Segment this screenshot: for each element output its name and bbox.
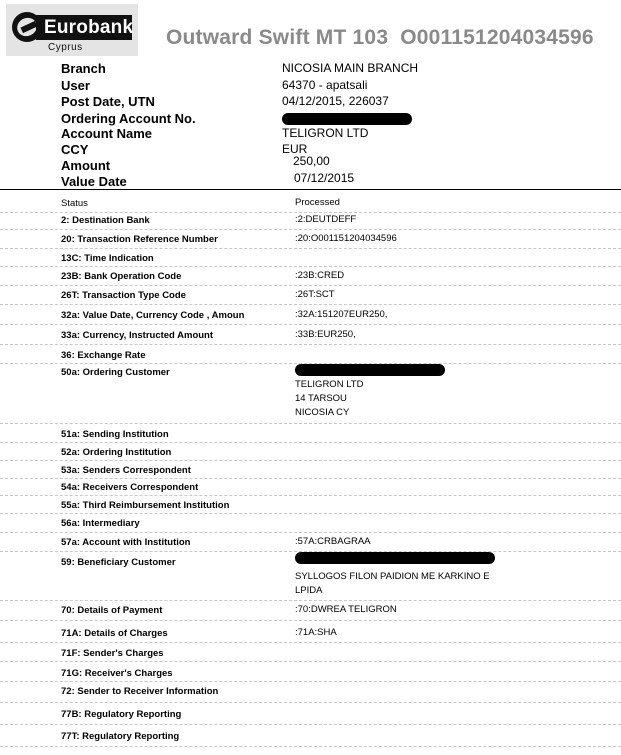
field-value: :26T:SCT	[295, 289, 335, 300]
field-value: :71A:SHA	[295, 627, 337, 638]
field-value: :20:O001151204034596	[295, 233, 397, 244]
field-label: 36: Exchange Rate	[61, 350, 146, 361]
field-label: 71A: Details of Charges	[61, 628, 168, 639]
row-separator	[0, 478, 621, 479]
field-label: 71G: Receiver's Charges	[61, 668, 173, 679]
bank-logo	[6, 4, 138, 56]
ordering-customer-line: TELIGRON LTD	[295, 379, 364, 390]
field-label: 26T: Transaction Type Code	[61, 290, 186, 301]
header-label: CCY	[61, 142, 89, 157]
logo-subtitle: Cyprus	[48, 42, 83, 53]
document-title	[166, 26, 594, 50]
row-separator	[0, 229, 621, 230]
row-separator	[0, 344, 621, 345]
field-value: :70:DWREA TELIGRON	[295, 604, 397, 615]
row-separator	[0, 746, 621, 747]
ordering-customer-line: NICOSIA CY	[295, 407, 350, 418]
field-label: 53a: Senders Correspondent	[61, 465, 191, 476]
field-label: 33a: Currency, Instructed Amount	[61, 330, 214, 341]
field-value: :33B:EUR250,	[295, 329, 356, 340]
header-value: 64370 - apatsali	[282, 78, 368, 92]
field-label: 2: Destination Bank	[61, 215, 150, 226]
field-label: 20: Transaction Reference Number	[61, 234, 218, 245]
header-label: Amount	[61, 158, 111, 173]
field-label: 54a: Receivers Correspondent	[61, 482, 199, 493]
row-separator	[0, 460, 621, 461]
header-label: Value Date	[61, 174, 127, 189]
header-label: Account Name	[61, 126, 153, 141]
row-separator	[0, 513, 621, 514]
field-label: 71F: Sender's Charges	[61, 648, 164, 659]
field-label: 70: Details of Payment	[61, 605, 163, 616]
row-separator	[0, 266, 621, 267]
row-separator	[0, 324, 621, 325]
ordering-customer-line: 14 TARSOU	[295, 393, 347, 404]
redacted-ordering-account	[295, 364, 445, 378]
field-label: 77T: Regulatory Reporting	[61, 731, 180, 742]
field-value: :2:DEUTDEFF	[295, 214, 357, 225]
header-label: Ordering Account No.	[61, 111, 196, 126]
row-separator	[0, 495, 621, 496]
title-reference: O001151204034596	[400, 26, 594, 49]
header-value: 04/12/2015, 226037	[282, 94, 389, 108]
row-separator	[0, 285, 621, 286]
title-text: Outward Swift MT 103	[166, 26, 389, 49]
field-label: 55a: Third Reimbursement Institution	[61, 500, 230, 511]
field-label: 23B: Bank Operation Code	[61, 271, 182, 282]
field-label: 51a: Sending Institution	[61, 429, 169, 440]
header-label: Branch	[61, 61, 106, 76]
row-separator	[0, 681, 621, 682]
row-separator	[0, 423, 621, 424]
header-value: NICOSIA MAIN BRANCH	[282, 61, 419, 75]
row-separator	[0, 724, 621, 725]
header-row-user	[61, 78, 601, 94]
logo-wordmark: Eurobank	[36, 15, 132, 40]
field-label: 57a: Account with Institution	[61, 537, 191, 548]
field-value: :57A:CRBAGRAA	[295, 536, 371, 547]
header-value: 250,00	[293, 154, 330, 168]
field-value: :23B:CRED	[295, 270, 345, 281]
row-separator	[0, 661, 621, 662]
header-row-value-date	[61, 171, 601, 190]
field-value: :32A:151207EUR250,	[295, 309, 388, 320]
header-row-post-date	[61, 94, 601, 110]
header-row-branch	[61, 61, 601, 77]
field-label: 13C: Time Indication	[61, 253, 154, 264]
header-divider	[0, 189, 621, 190]
header-row-account-name	[61, 126, 601, 142]
row-separator	[0, 248, 621, 249]
row-separator	[0, 600, 621, 601]
status-value: Processed	[295, 197, 340, 208]
header-value: EUR	[282, 142, 308, 156]
row-separator	[0, 642, 621, 643]
field-label: 52a: Ordering Institution	[61, 447, 172, 458]
header-value: 07/12/2015	[294, 171, 355, 185]
field-label: 72: Sender to Receiver Information	[61, 686, 219, 697]
field-label: 50a: Ordering Customer	[61, 367, 170, 378]
header-label: User	[61, 78, 90, 93]
redacted-account-number	[282, 111, 412, 125]
status-label: Status	[61, 198, 88, 209]
header-label: Post Date, UTN	[61, 94, 155, 109]
field-label: 56a: Intermediary	[61, 518, 140, 529]
header-row-ordering-account	[61, 111, 601, 127]
row-separator	[0, 620, 621, 621]
redacted-beneficiary-account	[295, 552, 495, 566]
row-separator	[0, 442, 621, 443]
field-label: 77B: Regulatory Reporting	[61, 709, 182, 720]
beneficiary-line: LPIDA	[295, 585, 323, 596]
field-label: 32a: Value Date, Currency Code , Amoun	[61, 310, 245, 321]
header-row-ccy	[61, 142, 601, 158]
row-separator	[0, 304, 621, 305]
row-separator	[0, 532, 621, 533]
header-value: TELIGRON LTD	[282, 126, 369, 140]
field-label: 59: Beneficiary Customer	[61, 557, 176, 568]
row-separator	[0, 702, 621, 703]
beneficiary-line: SYLLOGOS FILON PAIDION ME KARKINO E	[295, 571, 490, 582]
